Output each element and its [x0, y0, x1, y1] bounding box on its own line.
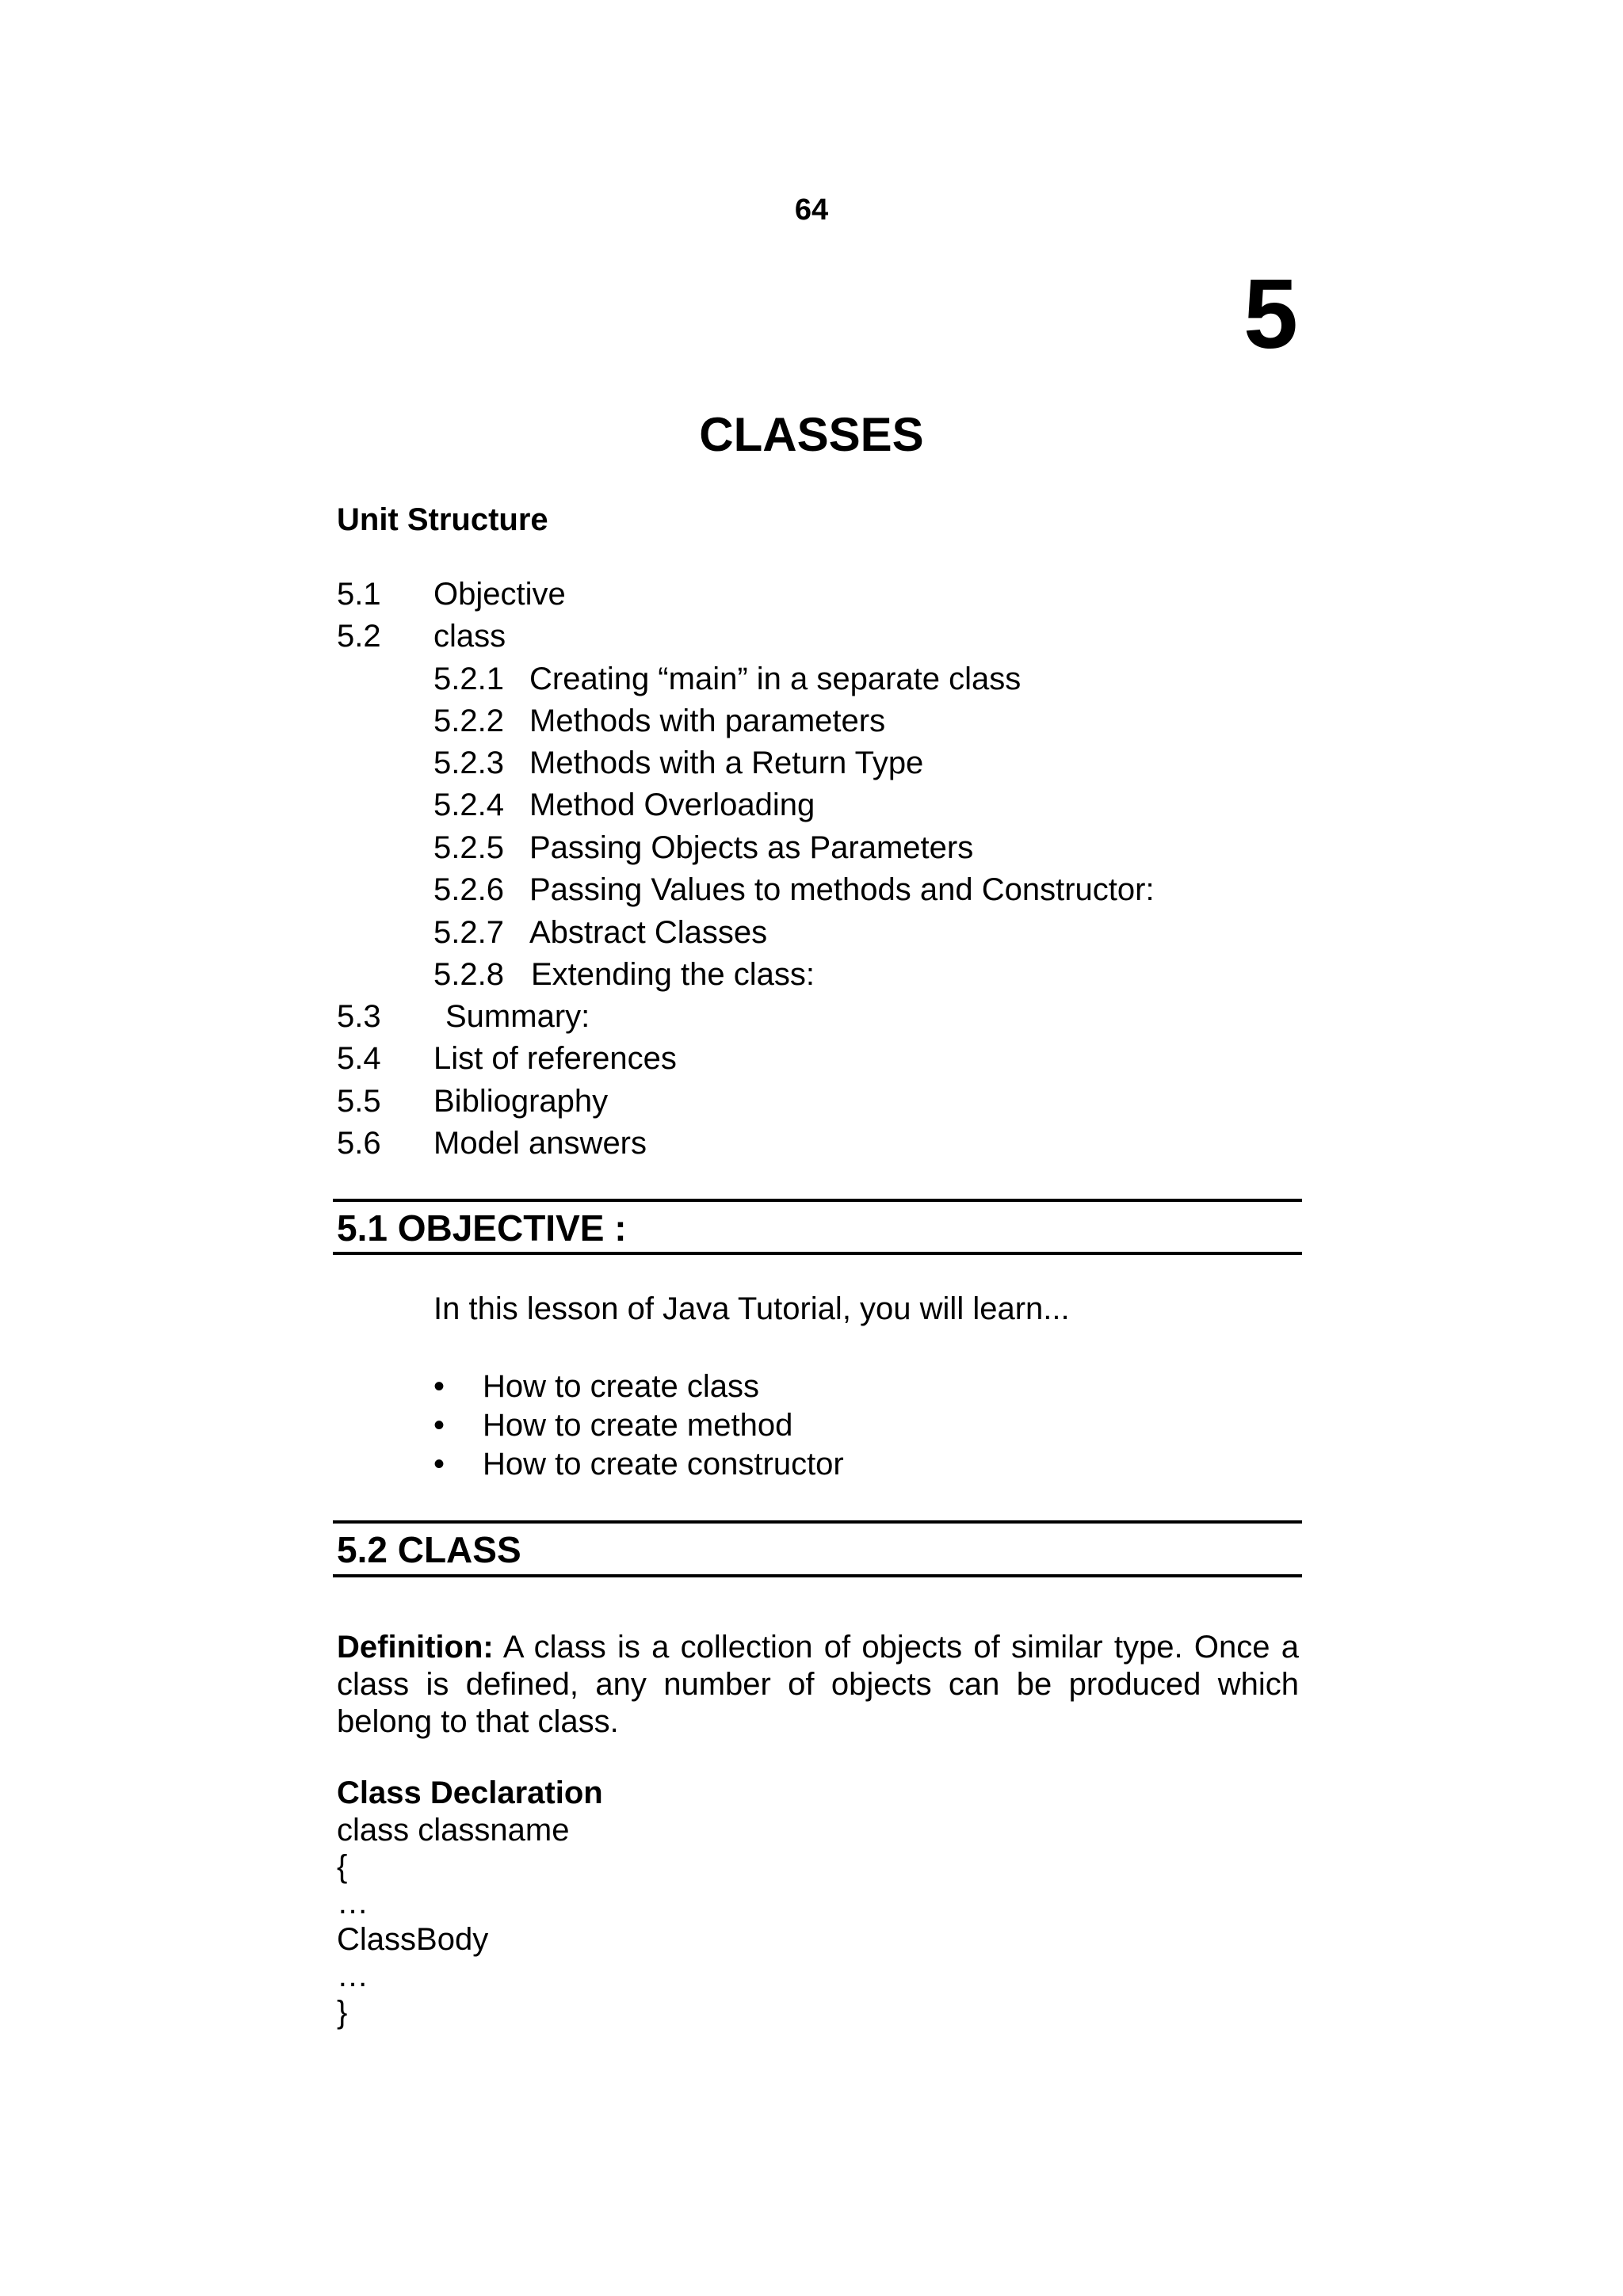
- toc-item-number: 5.5: [337, 1084, 381, 1119]
- section-rule-bottom: [333, 1252, 1302, 1255]
- code-line: {: [337, 1849, 348, 1884]
- toc-item-label: Methods with a Return Type: [529, 746, 924, 780]
- definition-line: [337, 1629, 1299, 1666]
- toc-item-number: 5.1: [337, 577, 381, 612]
- chapter-number: 5: [1243, 260, 1298, 369]
- toc-item-number: 5.2.6: [433, 872, 504, 907]
- section-rule-top: [333, 1199, 1302, 1202]
- class-declaration-heading: Class Declaration: [337, 1775, 603, 1810]
- toc-item-number: 5.2: [337, 619, 381, 654]
- toc-item-label: Objective: [433, 577, 566, 612]
- toc-item-number: 5.2.1: [433, 662, 504, 696]
- objective-intro: In this lesson of Java Tutorial, you will learn...: [433, 1291, 1070, 1326]
- toc-item-label: Passing Values to methods and Constructor:: [529, 872, 1155, 907]
- toc-item-number: 5.3: [337, 999, 381, 1034]
- page-number: 64: [794, 193, 829, 227]
- section-heading-class: 5.2 CLASS: [337, 1529, 521, 1570]
- toc-item-label: Model answers: [433, 1126, 647, 1161]
- definition-text: A class is a collection of objects of similar type. Once a: [502, 1630, 1299, 1665]
- section-heading-objective: 5.1 OBJECTIVE :: [337, 1207, 627, 1249]
- bullet-label: How to create method: [483, 1408, 793, 1443]
- toc-item-number: 5.2.5: [433, 830, 504, 865]
- toc-item-number: 5.2.2: [433, 704, 504, 738]
- toc-item-label: Creating “main” in a separate class: [529, 662, 1022, 696]
- toc-item-label: Passing Objects as Parameters: [529, 830, 974, 865]
- bullet-label: How to create class: [483, 1369, 760, 1404]
- toc-item-label: Summary:: [445, 999, 590, 1034]
- class-definition: [337, 1629, 1299, 1741]
- bullet-label: How to create constructor: [483, 1447, 844, 1482]
- code-line: class classname: [337, 1813, 570, 1848]
- chapter-title: CLASSES: [699, 408, 924, 461]
- definition-line: belong to that class.: [337, 1704, 619, 1739]
- toc-item-label: Bibliography: [433, 1084, 609, 1119]
- toc-item-number: 5.2.8: [433, 957, 504, 992]
- definition-line: class is defined, any number of objects can be produced which: [337, 1667, 1299, 1702]
- section-rule-bottom: [333, 1574, 1302, 1577]
- code-line: …: [337, 1958, 369, 1993]
- toc-item-number: 5.2.7: [433, 915, 504, 950]
- toc-item-label: class: [433, 619, 506, 654]
- code-line: ClassBody: [337, 1922, 489, 1957]
- toc-item-number: 5.2.3: [433, 746, 504, 780]
- class-declaration-code: [337, 1812, 569, 2031]
- bullet-icon: •: [433, 1408, 445, 1443]
- bullet-icon: •: [433, 1369, 445, 1404]
- toc-item-label: Method Overloading: [529, 788, 815, 822]
- unit-structure-heading: Unit Structure: [337, 502, 548, 537]
- toc-item-label: List of references: [433, 1041, 677, 1076]
- toc-item-label: Extending the class:: [531, 957, 815, 992]
- toc-item-number: 5.2.4: [433, 788, 504, 822]
- definition-term: Definition:: [337, 1630, 494, 1665]
- toc-item-number: 5.4: [337, 1041, 381, 1076]
- section-rule-top: [333, 1520, 1302, 1524]
- toc-item-label: Methods with parameters: [529, 704, 886, 738]
- code-line: …: [337, 1886, 369, 1920]
- toc-item-label: Abstract Classes: [529, 915, 768, 950]
- code-line: }: [337, 1995, 348, 2030]
- toc-item-number: 5.6: [337, 1126, 381, 1161]
- bullet-icon: •: [433, 1447, 445, 1482]
